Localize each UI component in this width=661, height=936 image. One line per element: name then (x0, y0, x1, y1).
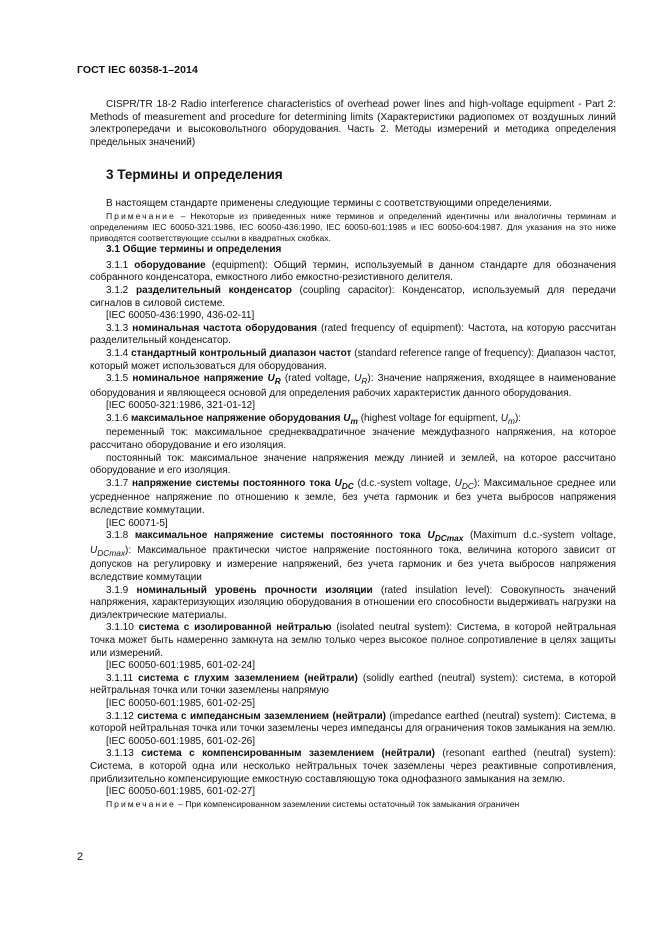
term-number: 3.1.8 (106, 530, 135, 542)
term-name: номинальный уровень прочности изоляции (136, 584, 373, 596)
term-entry (90, 285, 616, 310)
term-definition: (standard reference range of frequency): Диапазон частот, который может использоваться для оборудования. (90, 347, 616, 372)
term-reference: [IEC 60050-436:1990, 436-02-11] (106, 310, 255, 322)
term-definition: (impedance earthed (neutral) system): Система, в которой нейтральная точка или точки заземлены через импедансы для ограничения токов замыкания на землю. (90, 710, 616, 735)
section-intro: В настоящем стандарте применены следующие термины с соответствующими определениями. (106, 197, 552, 209)
term-name: максимальное напряжение оборудования (131, 412, 344, 424)
term-symbol: U (354, 373, 362, 385)
term-name: напряжение системы постоянного тока (132, 477, 335, 489)
term-name: оборудование (134, 259, 206, 271)
term-symbol-subscript: R (274, 376, 281, 387)
term-symbol: U (90, 544, 98, 556)
section-title: 3 Термины и определения (106, 167, 283, 183)
term-name: система с импедансным заземлением (нейтрали) (137, 710, 386, 722)
term-entry (90, 748, 616, 786)
term-symbol-subscript: m (350, 415, 358, 426)
term-name: система с глухим заземлением (нейтрали) (138, 672, 358, 684)
term-reference: [IEC 60071-5] (106, 517, 168, 529)
subsection-title: 3.1 Общие термины и определения (106, 244, 282, 256)
document-body (90, 99, 616, 810)
term-definition: (d.c.-system voltage, (353, 477, 455, 489)
term-entry (90, 711, 616, 736)
term-symbol: U (454, 477, 462, 489)
term-symbol-subscript: DC (461, 480, 474, 491)
term-number: 3.1.7 (106, 477, 133, 489)
term-entry (90, 348, 616, 373)
reference-entry: CISPR/TR 18-2 Radio interference characteristics of overhead power lines and high-voltage equipment - Part 2: Methods of measurement and procedure for determining limits (Характеристики радиопомех от воздушных линий электропередачи и высоковольтного оборудования. Часть 2. Методы измерений и методика определения предельных значений) (90, 99, 616, 148)
term-entry (90, 622, 616, 660)
term-definition: ): (514, 412, 522, 424)
term-definition: (rated insulation level): Совокупность значений напряжения, характеризующих изоляцию оборудования в отношении его способности выдерживать нагрузки на диэлектрические материалы. (90, 584, 616, 621)
term-name: разделительный конденсатор (136, 284, 292, 296)
term-name: система с компенсированным заземлением (нейтрали) (141, 748, 435, 760)
term-number: 3.1.2 (106, 284, 136, 296)
term-symbol-subscript: DCmax (434, 533, 464, 544)
term-definition: (isolated neutral system): Система, в которой нейтральная точка может быть намеренно замкнута на землю только через высокое полное сопротивление в целях защиты или измерений. (90, 622, 616, 659)
term-note (90, 799, 616, 810)
section-note (90, 211, 616, 245)
term-symbol: U (343, 412, 351, 424)
note-label: Примечание (106, 798, 176, 809)
term-number: 3.1.13 (106, 748, 142, 760)
term-subdefinition: постоянный ток: максимальное значение напряжения между линией и землей, на которое рассчитано оборудование и его изоляция. (90, 452, 616, 477)
term-number: 3.1.4 (106, 347, 132, 359)
term-symbol-subscript: m (508, 415, 515, 426)
term-entry (90, 530, 616, 584)
term-reference: [IEC 60050-601:1985, 601-02-27] (106, 786, 255, 798)
term-symbol: U (427, 530, 435, 542)
term-definition: (rated frequency of equipment): Частота, на которую рассчитан разделительный конденсатор. (90, 322, 616, 347)
term-entry (90, 585, 616, 623)
term-name: максимальное напряжение системы постоянного тока (134, 530, 428, 542)
term-name: номинальная частота оборудования (132, 322, 317, 334)
term-reference: [IEC 60050-601:1985, 601-02-24] (106, 660, 255, 672)
term-symbol: U (267, 373, 275, 385)
term-definition: ): Максимальное практически чистое напряжение постоянного тока, величина которого зависит от допусков на регулировку и измерение напряжений, без учета гармоник и без учета выбросов напряжения вследствие коммутации (90, 544, 616, 584)
term-definition: (resonant earthed (neutral) system): Система, в которой одна или несколько нейтральных точек заземлены через реактивные сопротивления, приблизительно компенсирующие емкостную составляющую тока однофазного замыкания на землю. (90, 748, 616, 785)
term-definition: (Maximum d.c.-system voltage, (463, 530, 616, 542)
term-number: 3.1.11 (106, 672, 139, 684)
term-definition: ): Значение напряжения, входящее в наименование оборудования и являющееся основой для определения рабочих характеристик данного оборудования. (90, 373, 616, 399)
term-entry (90, 373, 616, 400)
note-text: – Некоторые из приведенных ниже терминов и определений идентичны или аналогичны терминам и определениям IEC 60050-321:1986, IEC 60050-436:1990, IEC 60050-601:1985 и IEC 60050-604:1987. Для указания на это ниже приводятся соответствующие ссылки в квадратных скобках. (90, 210, 616, 243)
term-number: 3.1.5 (106, 373, 133, 385)
term-number: 3.1.10 (106, 622, 139, 634)
term-name: стандартный контрольный диапазон частот (131, 347, 352, 359)
term-number: 3.1.6 (106, 412, 132, 424)
term-definition: (equipment): Общий термин, используемый в данном стандарте для обозначения собранного конденсатора, емкостного либо емкостно-резистивного делителя. (90, 259, 616, 284)
term-name: система с изолированной нейтралью (138, 622, 332, 634)
term-definition: (solidly earthed (neutral) system): система, в которой нейтральная точка или точки заземлены напрямую (90, 672, 616, 697)
page-number: 2 (77, 851, 84, 863)
term-entry (90, 413, 616, 428)
term-entry (90, 260, 616, 285)
term-number: 3.1.12 (106, 710, 138, 722)
document-header: ГОСТ IEC 60358-1–2014 (77, 64, 198, 76)
term-symbol-subscript: R (361, 376, 368, 387)
term-symbol: U (500, 412, 509, 424)
term-number: 3.1.3 (106, 322, 133, 334)
term-reference: [IEC 60050-321:1986, 321-01-12] (106, 400, 255, 412)
term-name: номинальное напряжение (132, 373, 268, 385)
term-number: 3.1.9 (106, 584, 137, 596)
term-definition: (highest voltage for equipment, (357, 412, 501, 424)
term-entry (90, 478, 616, 518)
term-symbol-subscript: DC (341, 480, 354, 491)
note-label: Примечание (106, 210, 176, 221)
term-number: 3.1.1 (106, 259, 135, 271)
term-definition: ): Максимальное среднее или усредненное напряжение по отношению к земле, без учета гармоник и без учета выбросов напряжения вследствие коммутации. (90, 477, 616, 517)
term-symbol-subscript: DCmax (97, 547, 125, 558)
note-text: – При компенсированном заземлении системы остаточный ток замыкания ограничен (175, 798, 520, 809)
term-subdefinition: переменный ток: максимальное среднеквадратичное значение междуфазного напряжения, на которое рассчитано оборудование и его изоляция. (90, 427, 616, 452)
term-definition: (coupling capacitor): Конденсатор, используемый для передачи сигналов в силовой системе. (90, 284, 616, 309)
term-entry (90, 673, 616, 698)
term-reference: [IEC 60050-601:1985, 601-02-25] (106, 697, 255, 709)
term-symbol: U (334, 477, 342, 489)
term-definition: (rated voltage, (280, 373, 355, 385)
term-entry (90, 323, 616, 348)
term-reference: [IEC 60050-601:1985, 601-02-26] (106, 735, 255, 747)
